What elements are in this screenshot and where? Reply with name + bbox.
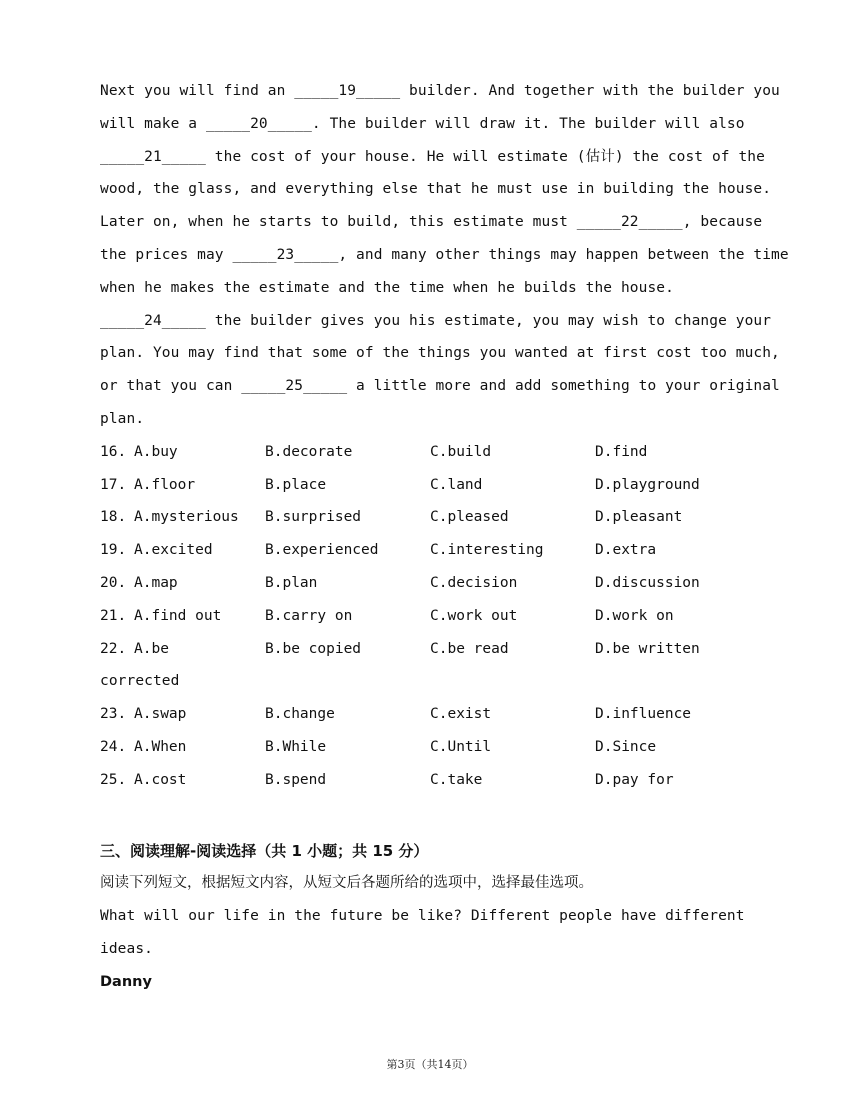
option-d: D.find [595, 443, 648, 460]
question-number: 20. [100, 574, 127, 591]
question-18-options [100, 501, 760, 534]
passage-line: or that you can _____25_____ a little more and add something to your original [100, 378, 780, 395]
option-c: C.work out [430, 607, 518, 624]
option-b: B.spend [265, 771, 327, 788]
option-a: A.be [134, 640, 169, 657]
question-number: 19. [100, 542, 127, 559]
question-20-options [100, 567, 760, 600]
question-23-options [100, 698, 760, 731]
passage-line: when he makes the estimate and the time when he builds the house. [100, 279, 674, 296]
passage-line: _____21_____ the cost of your house. He will estimate (估计) the cost of the [100, 148, 765, 165]
option-c: C.exist [430, 706, 492, 723]
option-c: C.build [430, 443, 492, 460]
option-b: B.decorate [265, 443, 353, 460]
passage-line: the prices may _____23_____, and many other things may happen between the time [100, 246, 789, 263]
question-21-options [100, 600, 760, 633]
option-c: C.interesting [430, 542, 544, 559]
option-a: A.map [134, 574, 178, 591]
question-24-options [100, 731, 760, 764]
document-page [100, 75, 789, 999]
passage-line: plan. You may find that some of the things you wanted at first cost too much, [100, 345, 780, 362]
question-number: 16. [100, 443, 127, 460]
option-a: A.mysterious [134, 509, 239, 526]
option-a: A.When [134, 738, 187, 755]
question-number: 25. [100, 771, 127, 788]
cloze-passage [100, 75, 789, 436]
option-b: B.While [265, 738, 327, 755]
passage-line: will make a _____20_____. The builder will draw it. The builder will also [100, 115, 745, 132]
option-c: C.land [430, 476, 483, 493]
option-d: D.playground [595, 476, 700, 493]
intro-line: What will our life in the future be like? Different people have different [100, 908, 745, 925]
question-22-options [100, 633, 760, 666]
question-number: 24. [100, 738, 127, 755]
option-a: A.excited [134, 542, 213, 559]
option-b: B.change [265, 706, 335, 723]
passage-line: _____24_____ the builder gives you his estimate, you may wish to change your [100, 312, 772, 329]
option-c: C.Until [430, 738, 492, 755]
section-spacer [100, 797, 760, 835]
option-d: D.be written [595, 640, 700, 657]
option-d: D.discussion [595, 574, 700, 591]
option-c: C.be read [430, 640, 509, 657]
option-d: D.extra [595, 542, 657, 559]
page-footer: 第3页（共14页） [386, 1058, 474, 1071]
question-25-options [100, 764, 760, 797]
passage-line: wood, the glass, and everything else that he must use in building the house. [100, 181, 772, 198]
option-d: D.pay for [595, 771, 674, 788]
option-c: C.pleased [430, 509, 509, 526]
option-b: B.place [265, 476, 327, 493]
option-a: A.swap [134, 706, 187, 723]
question-17-options [100, 469, 760, 502]
reading-section [100, 835, 760, 999]
option-a: A.floor [134, 476, 196, 493]
passage-line: plan. [100, 410, 145, 427]
option-wrap-text: corrected [100, 673, 180, 690]
option-b: B.be copied [265, 640, 362, 657]
intro-line: ideas. [100, 940, 153, 957]
option-b: B.plan [265, 574, 318, 591]
option-b: B.experienced [265, 542, 379, 559]
option-d: D.pleasant [595, 509, 683, 526]
speaker-name: Danny [100, 973, 152, 990]
option-a: A.buy [134, 443, 178, 460]
question-number: 22. [100, 640, 127, 657]
option-c: C.take [430, 771, 483, 788]
question-number: 23. [100, 706, 127, 723]
question-number: 18. [100, 509, 127, 526]
option-d: D.Since [595, 738, 657, 755]
section-instruction: 阅读下列短文，根据短文内容，从短文后各题所给的选项中，选择最佳选项。 [100, 875, 593, 892]
option-d: D.influence [595, 706, 692, 723]
option-b: B.carry on [265, 607, 353, 624]
answer-options [100, 436, 760, 797]
section-title: 三、阅读理解-阅读选择（共 1 小题；共 15 分） [100, 841, 429, 860]
question-19-options [100, 534, 760, 567]
option-d: D.work on [595, 607, 674, 624]
passage-line: Next you will find an _____19_____ builder. And together with the builder you [100, 83, 780, 99]
option-b: B.surprised [265, 509, 362, 526]
passage-line: Later on, when he starts to build, this estimate must _____22_____, because [100, 214, 763, 231]
question-number: 17. [100, 476, 127, 493]
option-a: A.find out [134, 607, 222, 624]
question-16-options [100, 436, 760, 469]
option-a: A.cost [134, 771, 187, 788]
question-number: 21. [100, 607, 127, 624]
option-c: C.decision [430, 574, 518, 591]
